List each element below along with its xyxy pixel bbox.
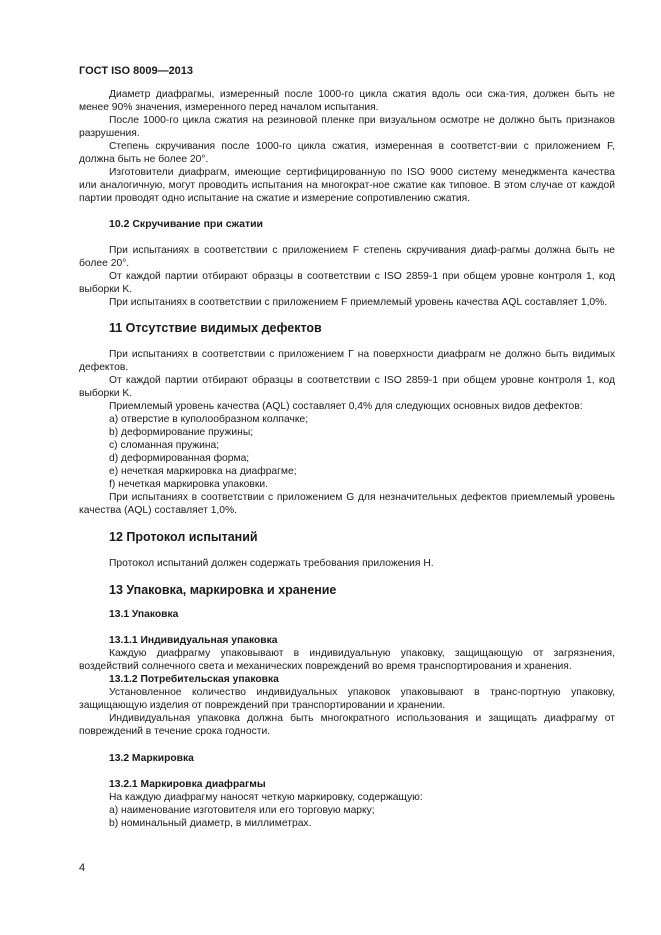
- section-heading-10-2: 10.2 Скручивание при сжатии: [109, 218, 263, 230]
- paragraph: При испытаниях в соответствии с приложением Г на поверхности диафрагм не должно быть видимых дефектов.: [79, 349, 615, 373]
- document-code-header: ГОСТ ISO 8009—2013: [79, 65, 194, 77]
- paragraph: Приемлемый уровень качества (AQL) составляет 0,4% для следующих основных видов дефектов:: [109, 401, 583, 412]
- paragraph: При испытаниях в соответствии с приложением F степень скручивания диаф-рагмы должна быть не более 20°.: [79, 245, 615, 269]
- page-number: 4: [79, 862, 86, 874]
- list-item: c) сломанная пружина;: [109, 440, 220, 451]
- paragraph: От каждой партии отбирают образцы в соответствии с ISO 2859-1 при общем уровне контроля 1, код выборки K.: [79, 375, 615, 399]
- paragraph: Степень скручивания после 1000-го цикла сжатия, измеренная в соответст-вии с приложением F, должна быть не более 20°.: [79, 141, 615, 165]
- list-item: a) наименование изготовителя или его торговую марку;: [109, 805, 375, 816]
- section-heading-13-1-1: 13.1.1 Индивидуальная упаковка: [109, 635, 278, 646]
- section-heading-13-1: 13.1 Упаковка: [109, 609, 179, 620]
- paragraph: Протокол испытаний должен содержать требования приложения H.: [109, 558, 434, 569]
- section-heading-13-2-1: 13.2.1 Маркировка диафрагмы: [109, 779, 266, 790]
- paragraph: Диаметр диафрагмы, измеренный после 1000-го цикла сжатия вдоль оси сжа-тия, должен быть не менее 90% значения, измеренного перед началом испытания.: [79, 89, 615, 113]
- paragraph: Индивидуальная упаковка должна быть многократного использования и защищать диафрагму от повреждений в течение срока годности.: [79, 713, 615, 737]
- section-heading-13-1-2: 13.1.2 Потребительская упаковка: [109, 674, 279, 685]
- list-item: d) деформированная форма;: [109, 453, 250, 464]
- paragraph: От каждой партии отбирают образцы в соответствии с ISO 2859-1 при общем уровне контроля 1, код выборки K.: [79, 271, 615, 295]
- list-item: e) нечеткая маркировка на диафрагме;: [109, 466, 297, 477]
- paragraph: На каждую диафрагму наносят четкую маркировку, содержащую:: [109, 792, 423, 803]
- list-item: a) отверстие в куполообразном колпачке;: [109, 414, 309, 425]
- list-item: b) деформирование пружины;: [109, 427, 254, 438]
- paragraph: При испытаниях в соответствии с приложением G для незначительных дефектов приемлемый уровень качества (AQL) составляет 1,0%.: [79, 492, 615, 516]
- section-heading-13: 13 Упаковка, маркировка и хранение: [109, 583, 337, 597]
- paragraph: Изготовители диафрагм, имеющие сертифицированную по ISO 9000 систему менеджмента качества или аналогичную, могут проводить испытания на многократ-ное сжатие как типовое. В этом случае от каждой партии проводят одно испытание на сжатие и измерение сопротивлению сжатия.: [79, 167, 615, 204]
- section-heading-12: 12 Протокол испытаний: [109, 530, 258, 544]
- paragraph: После 1000-го цикла сжатия на резиновой пленке при визуальном осмотре не должно быть признаков разрушения.: [79, 115, 615, 139]
- document-body: [79, 88, 615, 830]
- section-heading-11: 11 Отсутствие видимых дефектов: [109, 321, 322, 335]
- section-heading-13-2: 13.2 Маркировка: [109, 753, 194, 764]
- list-item: b) номинальный диаметр, в миллиметрах.: [109, 818, 312, 829]
- paragraph: Каждую диафрагму упаковывают в индивидуальную упаковку, защищающую от загрязнения, воздействий солнечного света и механических повреждений во время транспортирования и хранения.: [79, 648, 615, 672]
- paragraph: При испытаниях в соответствии с приложением F приемлемый уровень качества AQL составляет 1,0%.: [109, 297, 608, 308]
- paragraph: Установленное количество индивидуальных упаковок упаковывают в транс-портную упаковку, защищающую изделия от повреждений при транспортировании и хранении.: [79, 687, 615, 711]
- list-item: f) нечеткая маркировка упаковки.: [109, 479, 268, 490]
